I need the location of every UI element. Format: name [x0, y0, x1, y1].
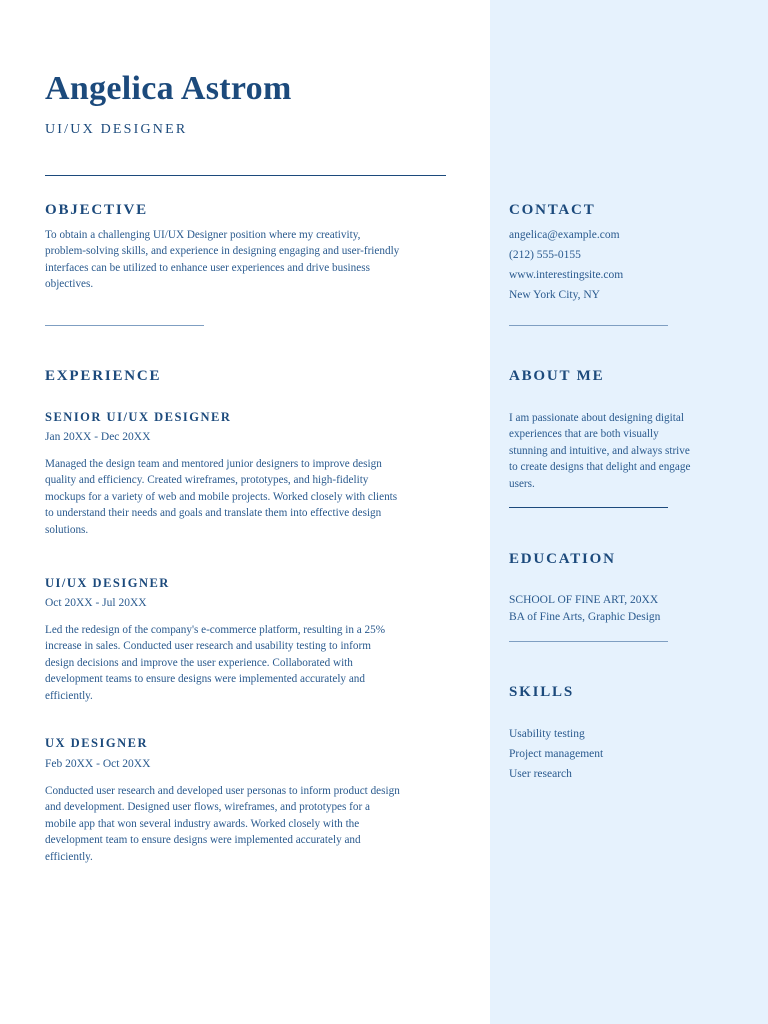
- contact-heading: CONTACT: [509, 202, 596, 218]
- education-divider: [509, 641, 668, 642]
- job-description-line: and development. Designed user flows, wireframes, and prototypes for a: [45, 801, 370, 814]
- education-degree: BA of Fine Arts, Graphic Design: [509, 610, 661, 623]
- job-description-line: efficiently.: [45, 850, 93, 863]
- skill-item: User research: [509, 768, 572, 780]
- about-line: users.: [509, 477, 535, 490]
- job-dates: Jan 20XX - Dec 20XX: [45, 431, 151, 443]
- job-description-line: Conducted user research and developed user personas to inform product design: [45, 785, 400, 797]
- job-description-line: quality and efficiency. Created wireframes, prototypes, and high-fidelity: [45, 474, 369, 487]
- skills-list: [509, 724, 603, 784]
- about-line: I am passionate about designing digital: [509, 412, 684, 424]
- job-description-line: design decisions and improve the user experience. Collaborated with: [45, 656, 353, 669]
- contact-location: New York City, NY: [509, 289, 600, 301]
- contact-website: www.interestingsite.com: [509, 269, 624, 281]
- skill-item: Project management: [509, 748, 604, 760]
- job-title: UX DESIGNER: [45, 736, 148, 750]
- job-description: [45, 456, 455, 538]
- job-title: SENIOR UI/UX DESIGNER: [45, 410, 232, 424]
- education-entry: [509, 592, 660, 625]
- job-title: UI/UX DESIGNER: [45, 576, 170, 590]
- education-school: SCHOOL OF FINE ART, 20XX: [509, 594, 659, 606]
- job-description-line: solutions.: [45, 523, 89, 536]
- about-line: to create designs that delight and engage: [509, 461, 691, 474]
- contact-divider: [509, 325, 668, 326]
- job-dates: Oct 20XX - Jul 20XX: [45, 597, 147, 609]
- job-description: [45, 783, 455, 865]
- skills-heading: SKILLS: [509, 684, 574, 700]
- objective-heading: OBJECTIVE: [45, 202, 148, 218]
- job-description-line: development teams to ensure designs were implemented accurately and: [45, 673, 365, 686]
- header-divider: [45, 175, 446, 176]
- about-line: experiences that are both visually: [509, 428, 659, 441]
- job-description-line: increase in sales. Conducted user research and usability testing to inform: [45, 640, 371, 653]
- objective-line: objectives.: [45, 278, 94, 291]
- job-description-line: mobile app that won several industry awards. Worked closely with the: [45, 817, 360, 830]
- contact-list: [509, 225, 623, 305]
- job-description-line: to understand their needs and goals and translate them into effective design: [45, 507, 382, 520]
- experience-heading: EXPERIENCE: [45, 368, 162, 384]
- candidate-name: Angelica Astrom: [45, 70, 292, 107]
- about-divider: [509, 507, 668, 508]
- job-description: [45, 622, 455, 704]
- job-description-line: efficiently.: [45, 689, 93, 702]
- objective-line: interfaces can be utilized to enhance user experiences and drive business: [45, 261, 370, 274]
- objective-divider: [45, 325, 204, 326]
- education-heading: EDUCATION: [509, 551, 616, 567]
- about-text: [509, 410, 754, 492]
- job-description-line: development team to ensure designs were implemented accurately and: [45, 834, 361, 847]
- contact-email: angelica@example.com: [509, 229, 620, 241]
- job-description-line: Led the redesign of the company's e-commerce platform, resulting in a 25%: [45, 624, 386, 636]
- candidate-role: UI/UX DESIGNER: [45, 122, 188, 137]
- job-description-line: mockups for a variety of web and mobile projects. Worked closely with clients: [45, 490, 398, 503]
- job-dates: Feb 20XX - Oct 20XX: [45, 758, 151, 770]
- about-line: stunning and intuitive, and always strive: [509, 444, 690, 457]
- skill-item: Usability testing: [509, 728, 585, 740]
- job-description-line: Managed the design team and mentored junior designers to improve design: [45, 458, 382, 470]
- objective-line: To obtain a challenging UI/UX Designer position where my creativity,: [45, 229, 361, 241]
- sidebar-background: [490, 0, 768, 1024]
- contact-phone: (212) 555-0155: [509, 249, 581, 261]
- objective-text: [45, 227, 455, 293]
- objective-line: problem-solving skills, and experience in designing engaging and user-friendly: [45, 245, 400, 258]
- about-heading: ABOUT ME: [509, 368, 605, 384]
